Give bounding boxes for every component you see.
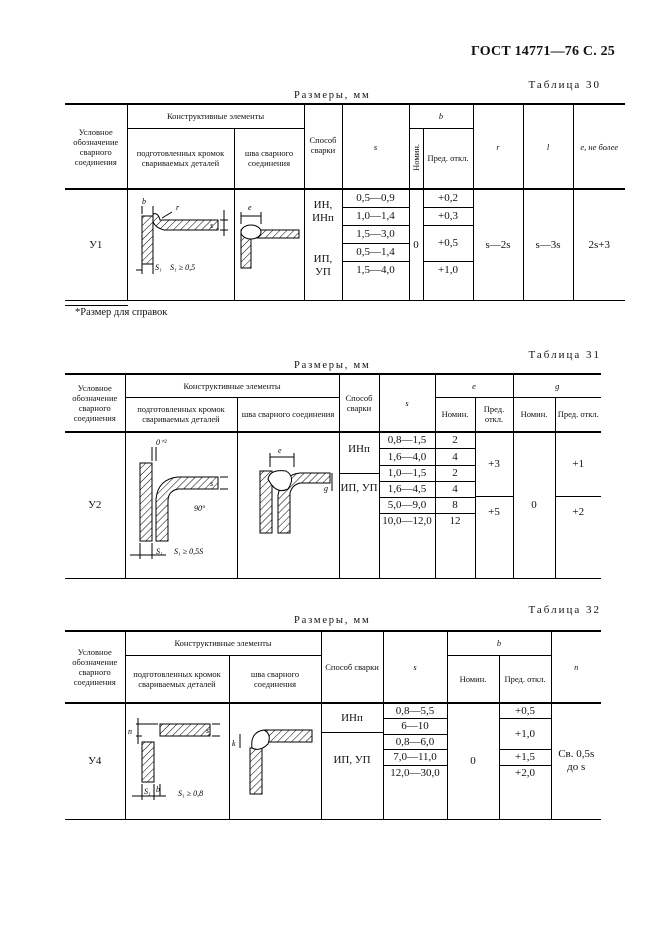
- t30-r: s—2s: [473, 189, 523, 301]
- t32-desig: У4: [65, 703, 125, 819]
- t31-g-tol-1: +2: [572, 506, 585, 518]
- t30-fig-b: b: [141, 197, 146, 206]
- t32-n: Св. 0,5s до s: [551, 703, 601, 819]
- t31-h-constr: Конструктивные элементы: [125, 374, 339, 397]
- t31-h-g: g: [513, 374, 601, 397]
- t32-fig-s: s: [206, 726, 210, 736]
- t32-method-1: ИНп: [322, 704, 383, 733]
- t31-e-nom-1: 4: [436, 449, 475, 466]
- t31-fig-s1: S₁: [156, 547, 163, 557]
- t31-fig-s1cond: S₁ ≥ 0,5S: [174, 547, 204, 557]
- t32-s-2: 0,8—6,0: [384, 735, 447, 750]
- t30-method-2: ИП, УП: [313, 253, 333, 278]
- t30-fig-prep: [127, 189, 234, 301]
- t31-s-5: 10,0—12,0: [382, 515, 432, 527]
- t32-s-3: 7,0—11,0: [384, 750, 447, 766]
- t31-fig-weld: [237, 432, 339, 578]
- t31-s-0: 0,8—1,5: [380, 433, 435, 449]
- t30-l: s—3s: [523, 189, 573, 301]
- t30-tol-3: +1,0: [438, 264, 458, 276]
- table-32-sizes: Размеры, мм: [294, 615, 371, 626]
- footnote: *Размер для справок: [75, 307, 168, 318]
- t31-fig-s: s: [210, 479, 214, 489]
- t30-h-b: b: [409, 104, 473, 128]
- t32-h-constr: Конструктивные элементы: [125, 631, 321, 655]
- t32-s-0: 0,8—5,5: [384, 704, 447, 719]
- t32-h-weld: шва сварного соединения: [229, 655, 321, 703]
- t31-h-weld: шва сварного соединения: [237, 397, 339, 432]
- t31-desig: У2: [65, 432, 125, 578]
- table-31-label: Таблица 31: [528, 349, 601, 361]
- t31-e-tol-1: +5: [488, 506, 500, 518]
- t31-fig-prep: [125, 432, 237, 578]
- t30-h-r: r: [473, 104, 523, 189]
- t30-h-prep: подготовленных кромок свариваемых деталей: [127, 128, 234, 189]
- t31-s-1: 1,6—4,0: [380, 449, 435, 466]
- t30-h-tol: Пред. откл.: [423, 128, 473, 189]
- t31-h-prep: подготовленных кромок свариваемых деталей: [125, 397, 237, 432]
- t30-fig-e: e: [248, 203, 252, 212]
- t32-tol-0: +0,5: [500, 704, 551, 719]
- t32-tol-2: +1,5: [500, 750, 551, 766]
- t30-desig: У1: [65, 189, 127, 301]
- t31-h-g-nom: Номин.: [513, 397, 555, 432]
- t30-h-s: s: [342, 104, 409, 189]
- t31-e-nom-5: 12: [449, 515, 461, 527]
- t30-e: 2s+3: [573, 189, 625, 301]
- t30-fig-s: s: [209, 221, 213, 230]
- t30-s-4: 1,5—4,0: [356, 264, 395, 276]
- t31-h-e-nom: Номин.: [435, 397, 475, 432]
- t31-fig-b: 0⁺²: [156, 438, 167, 448]
- t31-e-nom-3: 4: [436, 482, 475, 498]
- t32-method-2: ИП, УП: [333, 754, 371, 766]
- t31-g-nom: 0: [513, 432, 555, 578]
- t31-h-method: Способ сварки: [339, 374, 379, 432]
- t32-b-nom: 0: [447, 703, 499, 819]
- t30-fig-s1: S₁: [154, 263, 162, 272]
- t31-e-nom-0: 2: [436, 433, 475, 449]
- t30-tol-2: +0,5: [424, 226, 473, 262]
- t31-s-4: 5,0—9,0: [380, 498, 435, 514]
- table-32-label: Таблица 32: [528, 604, 601, 616]
- t31-h-desig: Условное обозначение сварного соединения: [65, 374, 125, 432]
- t30-h-l: l: [523, 104, 573, 189]
- t31-s-3: 1,6—4,5: [380, 482, 435, 498]
- t30-s-0: 0,5—0,9: [343, 190, 409, 208]
- t32-s-1: 6—10: [384, 719, 447, 735]
- t31-e-nom-2: 2: [436, 466, 475, 482]
- t31-g-tol-0: +1: [556, 433, 602, 497]
- t32-tol-3: +2,0: [515, 767, 535, 779]
- t30-fig-s1cond: S₁ ≥ 0,5: [169, 263, 195, 272]
- t30-tol-0: +0,2: [424, 190, 473, 208]
- t32-h-tol: Пред. откл.: [499, 655, 551, 703]
- t32-h-prep: подготовленных кромок свариваемых деталей: [125, 655, 229, 703]
- t30-fig-weld: [234, 189, 304, 301]
- t31-method-1: ИНп: [340, 433, 379, 474]
- t31-method-2: ИП, УП: [340, 482, 378, 494]
- t31-fig-angle: 90°: [194, 504, 206, 514]
- t31-e-nom-4: 8: [436, 498, 475, 514]
- t32-fig-b: b: [156, 785, 160, 795]
- t30-h-weld: шва сварного соединения: [234, 128, 304, 189]
- t32-h-b: b: [447, 631, 551, 655]
- table-30-sizes: Размеры, мм: [294, 90, 371, 101]
- t30-s-2: 1,5—3,0: [343, 226, 409, 244]
- t30-h-desig: Условное обозначение сварного соединения: [65, 104, 127, 189]
- t31-s-2: 1,0—1,5: [380, 466, 435, 482]
- t30-h-method: Способ сварки: [304, 104, 342, 189]
- t30-h-constr: Конструктивные элементы: [127, 104, 304, 128]
- t32-h-desig: Условное обозначение сварного соединения: [65, 631, 125, 703]
- table-31-sizes: Размеры, мм: [294, 360, 371, 371]
- table-30: [65, 103, 625, 301]
- footnote-rule: [65, 305, 128, 306]
- t32-fig-s1cond: S₁ ≥ 0,8: [178, 789, 204, 799]
- t32-tol-1: +1,0: [500, 719, 551, 750]
- t30-method-1: ИН, ИНп: [312, 199, 334, 224]
- t31-h-g-tol: Пред. откл.: [555, 397, 601, 432]
- t31-h-s: s: [379, 374, 435, 432]
- table-30-label: Таблица 30: [528, 79, 601, 91]
- t30-h-nom: Номин.: [411, 143, 421, 171]
- t32-h-method: Способ сварки: [321, 631, 383, 703]
- t32-fig-k: k: [232, 739, 236, 749]
- t31-fig-g: g: [324, 484, 328, 494]
- t31-e-tol-0: +3: [476, 433, 513, 497]
- t30-s-1: 1,0—1,4: [343, 208, 409, 226]
- t30-b-nom: 0: [409, 189, 423, 301]
- t31-fig-e: e: [278, 446, 282, 456]
- t32-fig-s1: S₁: [144, 787, 151, 797]
- t30-tol-1: +0,3: [424, 208, 473, 226]
- t32-fig-prep: [125, 703, 229, 819]
- t30-s-3: 0,5—1,4: [343, 244, 409, 262]
- t30-fig-r: r: [175, 203, 179, 212]
- t31-h-e-tol: Пред. откл.: [475, 397, 513, 432]
- t32-h-s: s: [383, 631, 447, 703]
- page-header: ГОСТ 14771—76 С. 25: [471, 44, 615, 59]
- table-32: [65, 630, 601, 820]
- t32-h-n: n: [551, 631, 601, 703]
- t32-h-nom: Номин.: [447, 655, 499, 703]
- t32-fig-n: n: [128, 727, 132, 737]
- t31-h-e: e: [435, 374, 513, 397]
- t30-h-e: e, не более: [573, 104, 625, 189]
- table-31: [65, 373, 601, 579]
- t32-fig-weld: [229, 703, 321, 819]
- t32-s-4: 12,0—30,0: [390, 767, 440, 779]
